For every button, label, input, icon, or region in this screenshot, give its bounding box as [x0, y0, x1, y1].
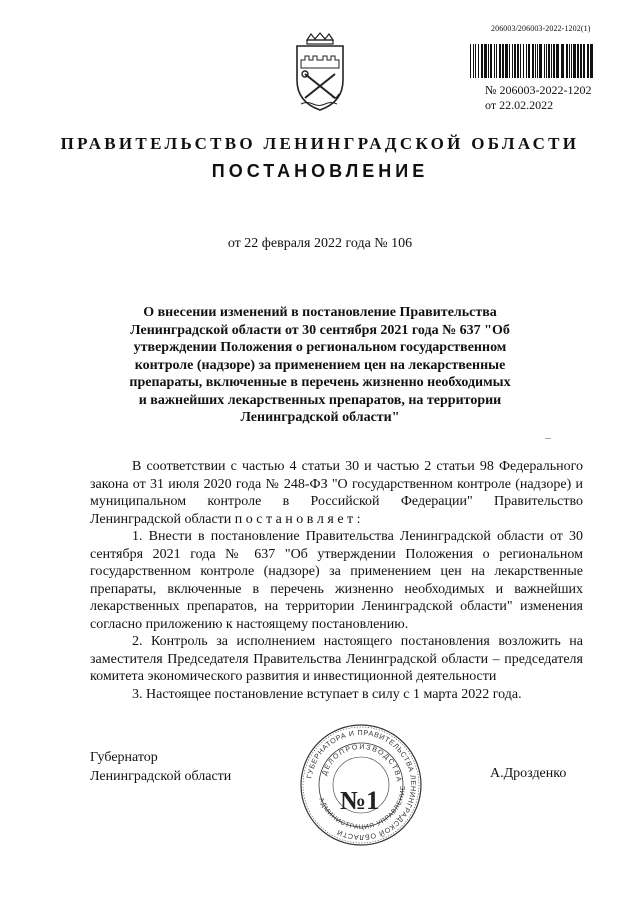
barcode-bar	[535, 44, 536, 78]
document-body	[90, 458, 583, 703]
coat-of-arms-emblem	[287, 32, 353, 112]
barcode-bar	[505, 44, 508, 78]
document-subject: О внесении изменений в постановление Правительства Ленинградской области от 30 сентября 2021 года № 637 "Об утверждении Положения о региональном государственном контроле (надзоре) за применением цен на лекарственные препараты, включенные в перечень жизненно необходимых и важнейших лекарственных препаратов, на территории Ленинградской области"	[129, 305, 511, 425]
barcode-bar	[528, 44, 530, 78]
barcode-bar	[583, 44, 585, 78]
signatory-title-line-2: Ленинградской области	[90, 769, 232, 784]
scan-artifact	[545, 438, 551, 439]
barcode-bar	[571, 44, 572, 78]
barcode-bar	[502, 44, 504, 78]
barcode-bar	[509, 44, 510, 78]
document-type-heading: ПОСТАНОВЛЕНИЕ	[211, 161, 429, 181]
barcode-bar	[539, 44, 542, 78]
preamble-paragraph: В соответствии с частью 4 статьи 30 и частью 2 статьи 98 Федерального закона от 31 июля 2020 года № 248-ФЗ "О государственном контроле (надзоре) и муниципальном контроле в Российской Федерации" Правительство Ленинградской области п о с т а н о в л я е т :	[90, 459, 583, 527]
barcode-bar	[514, 44, 516, 78]
registration-date: от 22.02.2022	[485, 98, 554, 112]
barcode-bar	[573, 44, 576, 78]
barcode	[470, 44, 594, 84]
signatory-title-line-1: Губернатор	[90, 750, 158, 765]
official-stamp	[298, 722, 424, 848]
barcode-bar	[470, 44, 471, 78]
barcode-bar	[561, 44, 564, 78]
barcode-bar	[580, 44, 582, 78]
item-1-paragraph: 1. Внести в постановление Правительства Ленинградской области от 30 сентября 2021 года № 637 "Об утверждении Положения о региональном государственном контроле (надзоре) за применением цен на лекарственные препараты, включенные в перечень жизненно необходимых и важнейших лекарственных препаратов, на территории Ленинградской области" изменения согласно приложению к настоящему постановлению.	[90, 529, 583, 632]
barcode-bar	[488, 44, 489, 78]
barcode-bar	[526, 44, 527, 78]
barcode-bar	[569, 44, 570, 78]
barcode-bar	[517, 44, 519, 78]
item-3-paragraph: 3. Настоящее постановление вступает в силу с 1 марта 2022 года.	[132, 686, 522, 702]
stamp-number: №1	[340, 786, 380, 815]
stamp-ring-text: ГУБЕРНАТОРА И ПРАВИТЕЛЬСТВА ЛЕНИНГРАДСКОЙ ОБЛАСТИ	[304, 727, 419, 843]
signatory-title	[90, 748, 231, 786]
barcode-bar	[478, 44, 479, 78]
barcode-bar	[475, 44, 476, 78]
barcode-bar	[494, 44, 495, 78]
barcode-bar	[523, 44, 524, 78]
barcode-bar	[590, 44, 593, 78]
barcode-bar	[537, 44, 538, 78]
barcode-bar	[546, 44, 547, 78]
barcode-bar	[532, 44, 534, 78]
barcode-bar	[544, 44, 545, 78]
svg-text:ДЕЛОПРОИЗВОДСТВА	[321, 744, 402, 784]
item-2-paragraph: 2. Контроль за исполнением настоящего постановления возложить на заместителя Председателя Правительства Ленинградской области – председателя комитета экономического развития и инвестиционной деятельности	[90, 634, 583, 684]
barcode-bar	[499, 44, 501, 78]
barcode-bar	[556, 44, 559, 78]
barcode-bar	[496, 44, 497, 78]
barcode-bar	[520, 44, 521, 78]
barcode-bar	[481, 44, 483, 78]
barcode-bar	[490, 44, 492, 78]
barcode-bar	[553, 44, 555, 78]
stamp-bottom-text: АДМИНИСТРАЦИЯ УПРАВЛЕНИЕ	[317, 784, 408, 832]
barcode-bar	[551, 44, 552, 78]
registration-number: № 206003-2022-1202	[485, 83, 592, 97]
barcode-bar	[587, 44, 589, 78]
stamp-inner-text: ДЕЛОПРОИЗВОДСТВА	[321, 743, 403, 784]
barcode-bar	[473, 44, 474, 78]
barcode-bar	[566, 44, 568, 78]
government-title: ПРАВИТЕЛЬСТВО ЛЕНИНГРАДСКОЙ ОБЛАСТИ	[60, 134, 580, 153]
document-reference-code: 206003/206003-2022-1202(1)	[491, 24, 591, 33]
barcode-bar	[548, 44, 550, 78]
barcode-bar	[484, 44, 487, 78]
signatory-name: А.Дрозденко	[490, 766, 567, 781]
issue-date-and-number: от 22 февраля 2022 года № 106	[227, 236, 413, 251]
barcode-bar	[512, 44, 513, 78]
barcode-bar	[577, 44, 579, 78]
